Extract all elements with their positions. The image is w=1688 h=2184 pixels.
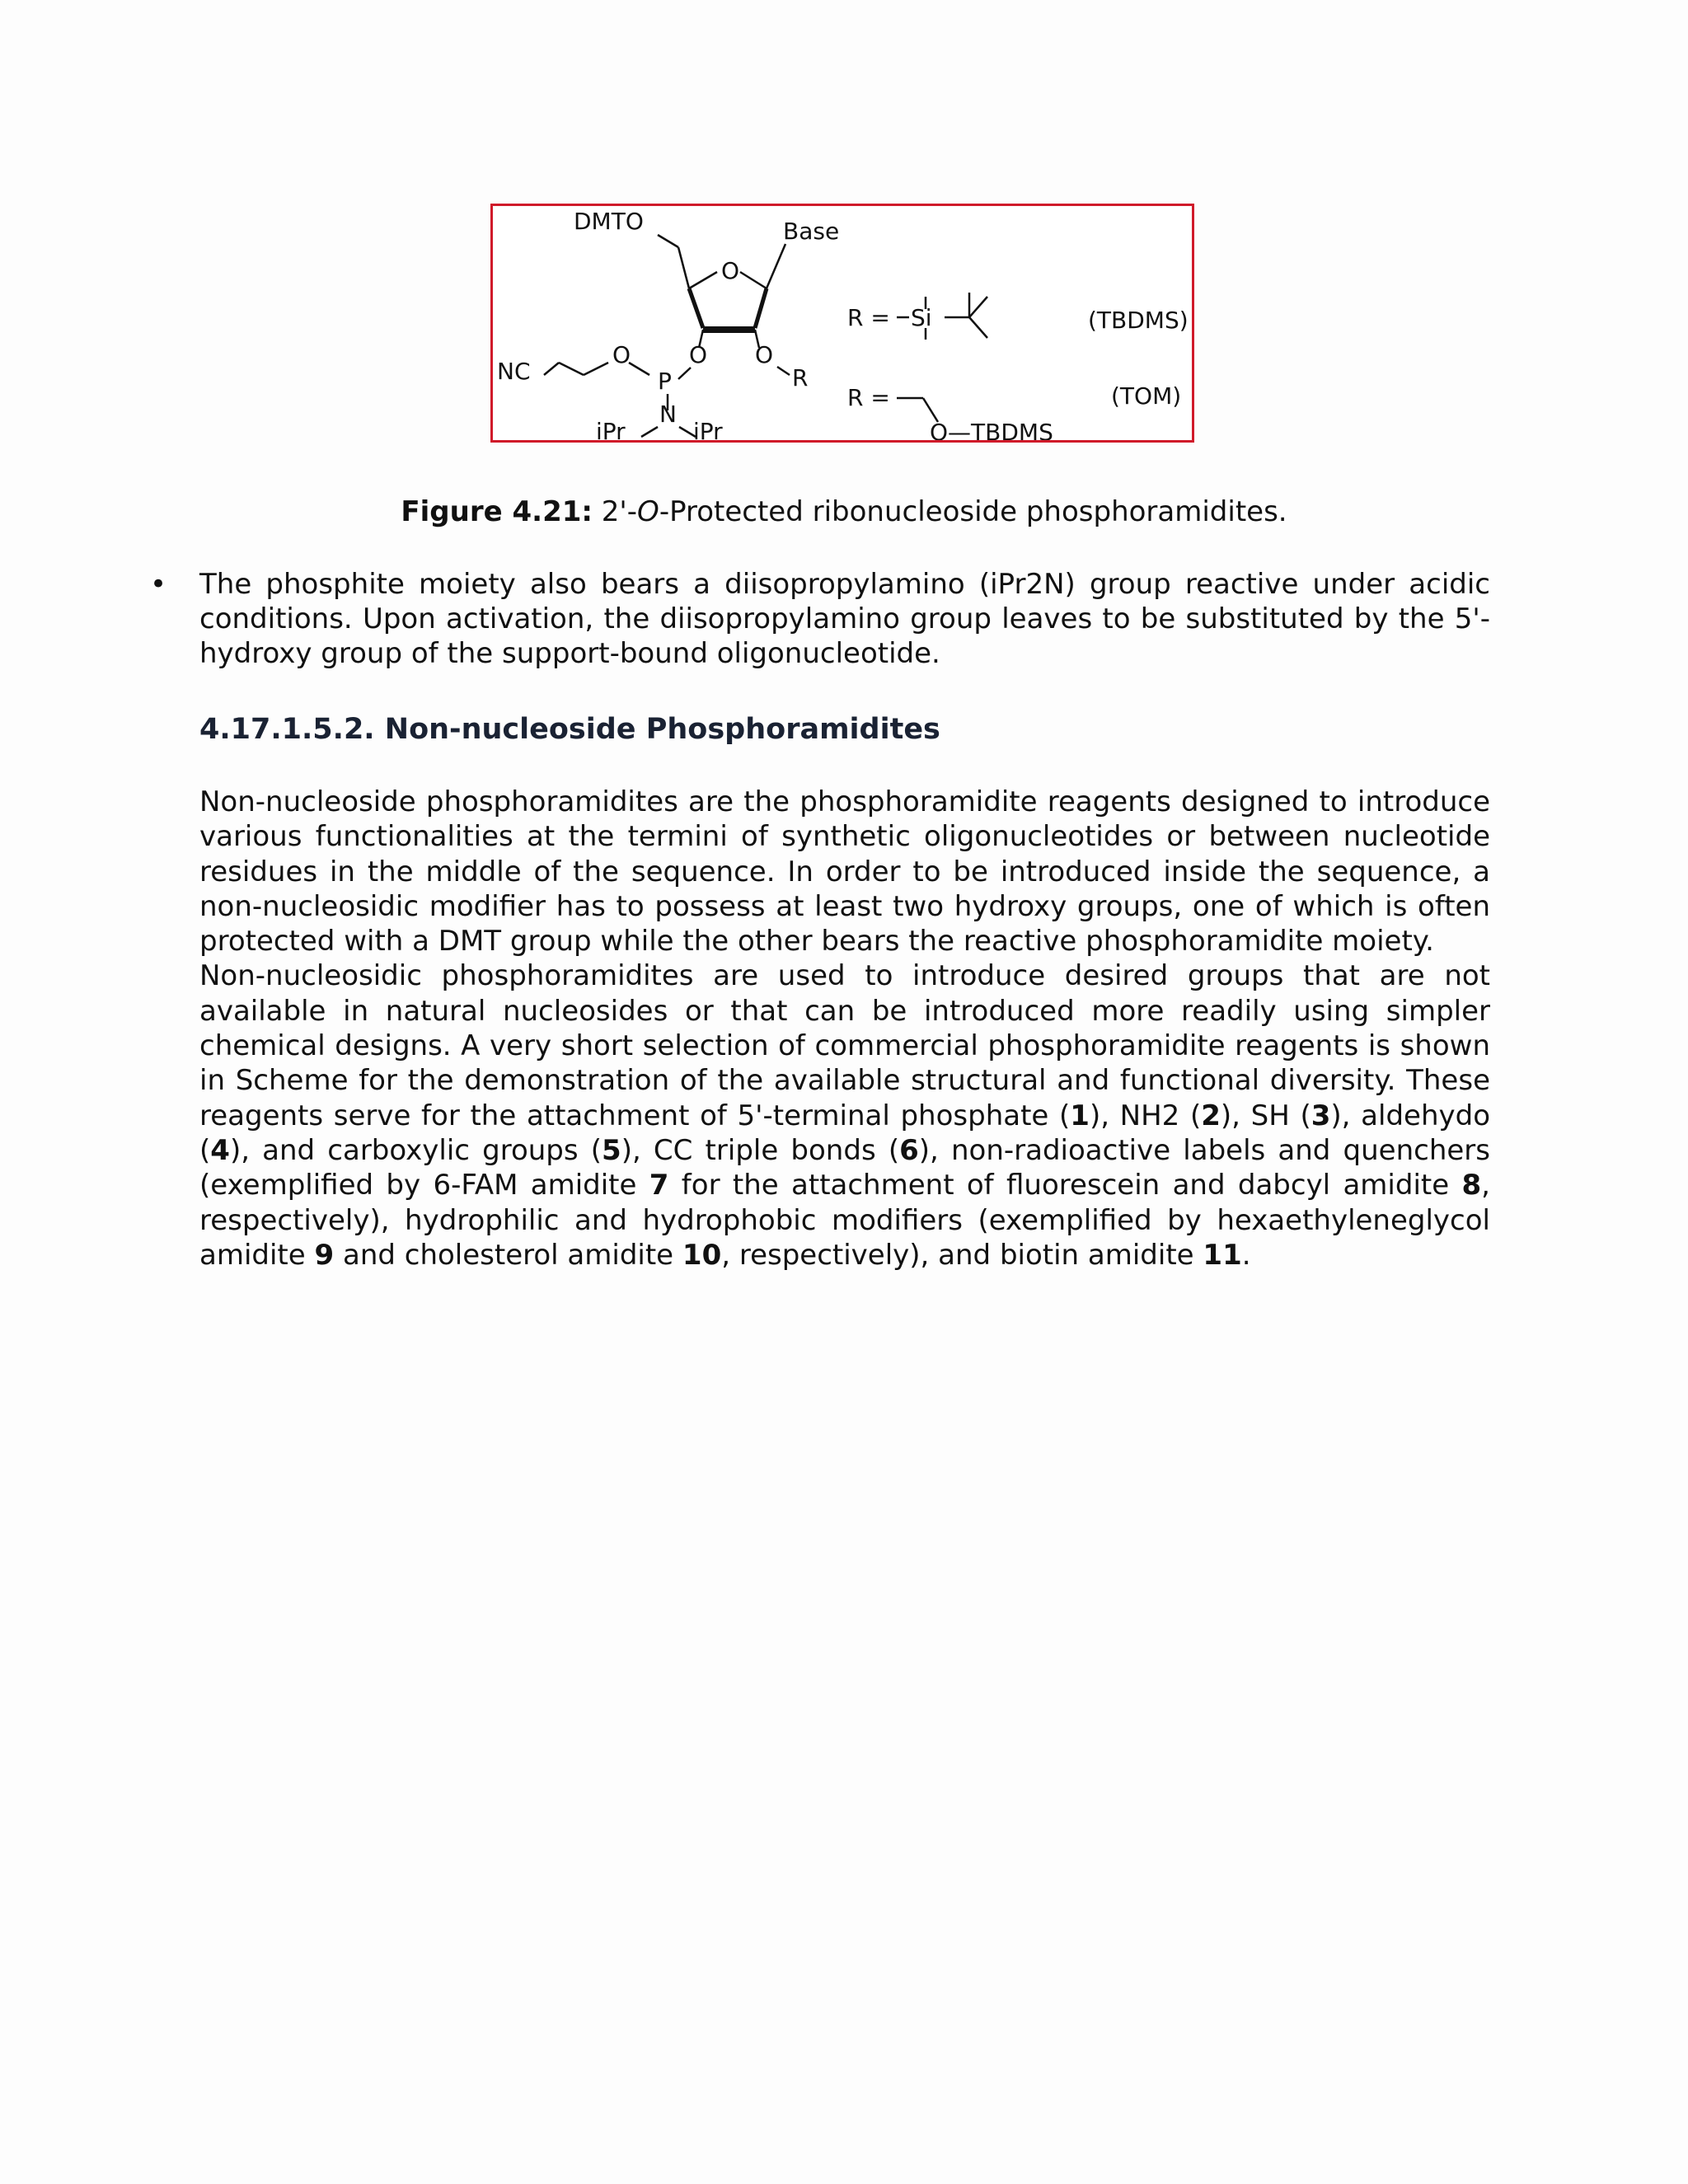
caption-italic: O [637,495,659,528]
phosphoramidite-structure-diagram [493,206,1192,440]
figure-structure [490,204,1194,443]
label-o-tbdms: O—TBDMS [930,419,1053,440]
body-paragraph [199,785,1490,1272]
label-ipr-right: iPr [693,418,723,440]
label-ring-oxygen: O [721,257,740,284]
paragraph-text: ), and carboxylic groups ( [229,1133,603,1167]
caption-prefix: 2'- [601,495,638,528]
label-o-left: O [612,341,631,368]
section-heading: 4.17.1.5.2. Non-nucleoside Phosphoramidites [199,713,940,746]
label-nc: NC [497,358,531,385]
label-r-equals-si: R = [847,304,890,331]
label-o-mid: O [689,341,708,368]
paragraph-text: . [1241,1238,1251,1272]
label-tom-tag: (TOM) [1111,382,1182,410]
paragraph-text: ), SH ( [1220,1099,1311,1132]
label-base: Base [783,218,840,245]
paragraph-text: ), aldehydo ( [199,1099,1490,1167]
ref-number: 10 [682,1238,722,1272]
paragraph-sentence-1: Non-nucleoside phosphoramidites are the phosphoramidite reagents designed to introduce various functionalities at the termini of synthetic oligonucleotides or between nucleotide residues in the middle of the sequence. In order to be introduced inside the sequence, a non-nucleosidic modifier has to possess at least two hydroxy groups, one of which is often protected with a DMT group while the other bears the reactive phosphoramidite moiety. [199,785,1490,958]
label-nitrogen: N [659,401,677,428]
paragraph-text: ), non-radioactive labels and quenchers (exemplified by 6-FAM amidite [199,1133,1490,1202]
label-tbdms-tag: (TBDMS) [1088,307,1189,334]
label-dmto: DMTO [574,208,644,235]
paragraph-sentence-2: Non-nucleosidic phosphoramidites are used to introduce desired groups that are not available in natural nucleosides or that can be introduced more readily using simpler chemical designs. A very short selection of commercial phosphoramidite reagents is shown in Scheme for the demonstration of the available structural and functional diversity. These reagents serve for the attachment of 5'-terminal phosphate ( [199,959,1490,1132]
ref-number: 4 [210,1133,230,1167]
caption-label: Figure 4.21: [401,495,593,528]
ref-number: 3 [1311,1099,1331,1132]
label-r-equals-ch2: R = [847,384,890,411]
paragraph-text: and cholesterol amidite [334,1238,682,1272]
bullet-marker: • [150,568,167,601]
ref-number: 5 [602,1133,621,1167]
paragraph-text: , respectively), hydrophilic and hydrophobic modifiers (exemplified by hexaethyleneglycol amidite [199,1169,1490,1272]
ref-number: 2 [1201,1099,1221,1132]
ref-number: 7 [649,1169,669,1202]
label-phosphorus: P [658,368,672,395]
ref-number: 9 [314,1238,335,1272]
label-o-right: O [755,341,774,368]
paragraph-text: ), CC triple bonds ( [621,1133,900,1167]
paragraph-text: , respectively), and biotin amidite [721,1238,1203,1272]
ref-number: 8 [1461,1169,1482,1202]
ref-number: 6 [899,1133,919,1167]
figure-caption [0,493,1688,531]
caption-rest: -Protected ribonucleoside phosphoramidites. [659,495,1287,528]
bullet-text: The phosphite moiety also bears a diisopropylamino (iPr2N) group reactive under acidic conditions. Upon activation, the diisopropylamino group leaves to be substituted by the 5'-hydroxy group of the support-bound oligonucleotide. [199,568,1490,670]
label-si: Si [911,304,932,331]
ref-number: 11 [1203,1238,1242,1272]
paragraph-text: for the attachment of fluorescein and dabcyl amidite [668,1169,1462,1202]
structure-bonds [544,235,987,437]
label-r: R [792,364,809,391]
paragraph-text: ), NH2 ( [1089,1099,1202,1132]
ref-number: 1 [1070,1099,1090,1132]
label-ipr-left: iPr [596,418,626,440]
